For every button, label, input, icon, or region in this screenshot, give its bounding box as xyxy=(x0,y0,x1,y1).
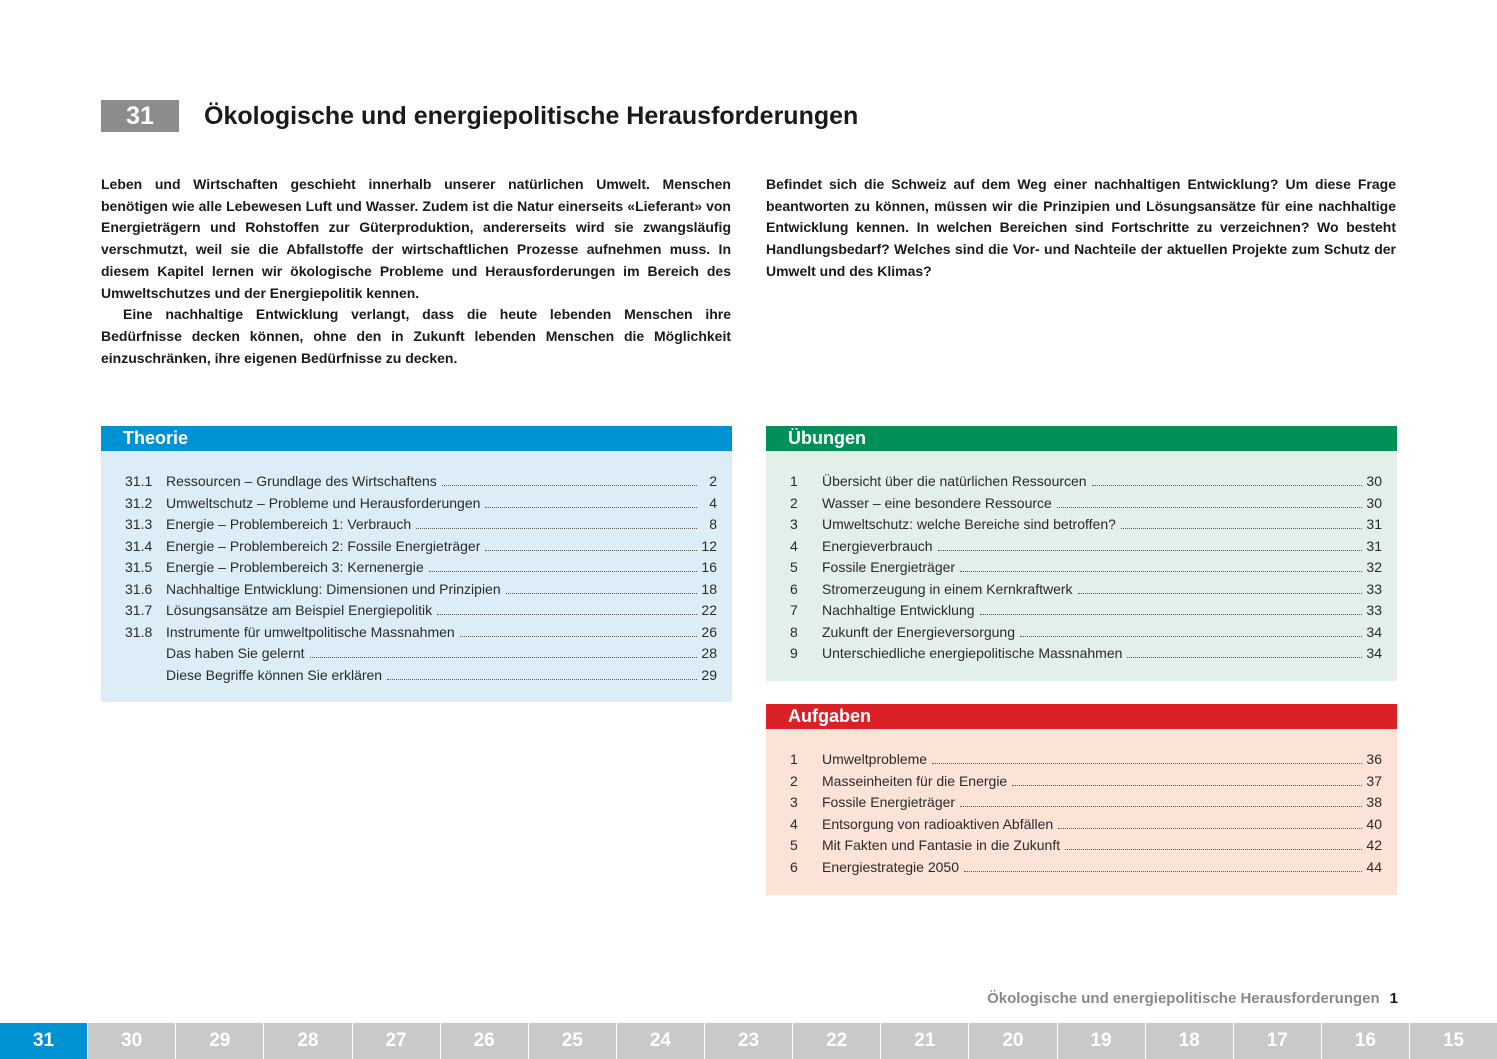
dot-leader xyxy=(485,507,697,508)
toc-entry-title: Umweltschutz: welche Bereiche sind betroffen? xyxy=(822,516,1116,532)
toc-entry-number: 6 xyxy=(790,858,798,875)
toc-entry-number: 7 xyxy=(790,602,798,618)
chapter-tab-29[interactable]: 29 xyxy=(175,1023,263,1059)
toc-entry-title: Energieverbrauch xyxy=(822,537,933,554)
toc-entry-title: Das haben Sie gelernt xyxy=(166,645,305,661)
toc-entry-page: 30 xyxy=(1366,494,1382,511)
chapter-tab-26[interactable]: 26 xyxy=(440,1023,528,1059)
intro-paragraph: Eine nachhaltige Entwicklung verlangt, dass die heute lebenden Menschen ihre Bedürfnisse decken können, ohne den in Zukunft lebenden Menschen die Möglichkeit einzuschränken, ihre eigenen Bedürfnisse zu decken. xyxy=(101,306,731,366)
toc-entry-page: 36 xyxy=(1366,751,1382,767)
toc-entry-page: 33 xyxy=(1366,602,1382,618)
toc-entry[interactable] xyxy=(790,536,1382,558)
dot-leader xyxy=(1065,849,1362,850)
toc-entry-number: 31.2 xyxy=(125,494,153,511)
toc-entry-page: 44 xyxy=(1366,858,1382,875)
toc-entry-title: Zukunft der Energieversorgung xyxy=(822,623,1015,640)
chapter-number-badge: 31 xyxy=(101,100,179,132)
toc-entry-page: 34 xyxy=(1366,623,1382,640)
toc-entry-page: 28 xyxy=(701,645,717,661)
toc-entry-number: 31.1 xyxy=(125,473,153,489)
toc-entry-number: 31.5 xyxy=(125,559,153,575)
chapter-tab-28[interactable]: 28 xyxy=(263,1023,351,1059)
toc-entry[interactable] xyxy=(790,622,1382,644)
toc-entry[interactable] xyxy=(125,665,717,687)
toc-entry[interactable] xyxy=(790,557,1382,579)
toc-entry[interactable] xyxy=(125,622,717,644)
dot-leader xyxy=(960,806,1362,807)
toc-entry-title: Energie – Problembereich 1: Verbrauch xyxy=(166,516,412,532)
chapter-tab-15[interactable]: 15 xyxy=(1409,1023,1497,1059)
toc-entry-title: Energie – Problembereich 2: Fossile Energieträger xyxy=(166,537,481,554)
dot-leader xyxy=(964,871,1362,872)
toc-entry[interactable] xyxy=(790,600,1382,622)
dot-leader xyxy=(1078,593,1362,594)
toc-entry-title: Wasser – eine besondere Ressource xyxy=(822,494,1052,511)
chapter-tab-18[interactable]: 18 xyxy=(1145,1023,1233,1059)
uebungen-toc xyxy=(766,426,1397,681)
toc-entry-title: Fossile Energieträger xyxy=(822,559,956,575)
toc-entry-number: 31.6 xyxy=(125,580,153,597)
aufgaben-toc xyxy=(766,704,1397,895)
toc-entry-number: 3 xyxy=(790,794,798,810)
toc-entry-page: 37 xyxy=(1366,772,1382,789)
running-footer xyxy=(987,990,1398,1007)
toc-entry[interactable] xyxy=(790,835,1382,857)
chapter-tab-30[interactable]: 30 xyxy=(87,1023,175,1059)
toc-entry-title: Instrumente für umweltpolitische Massnahmen xyxy=(166,623,455,640)
toc-entry[interactable] xyxy=(125,536,717,558)
toc-entry-number: 31.7 xyxy=(125,602,153,618)
dot-leader xyxy=(387,679,697,680)
toc-entry-page: 2 xyxy=(709,473,717,489)
toc-entry-page: 18 xyxy=(701,580,717,597)
toc-entry-number: 31.4 xyxy=(125,537,153,554)
toc-entry[interactable] xyxy=(790,857,1382,879)
dot-leader xyxy=(310,657,697,658)
toc-entry[interactable] xyxy=(790,814,1382,836)
toc-entry-number: 2 xyxy=(790,494,798,511)
toc-list xyxy=(766,729,1397,895)
chapter-header xyxy=(101,100,858,132)
toc-entry-page: 31 xyxy=(1366,516,1382,532)
chapter-tab-23[interactable]: 23 xyxy=(704,1023,792,1059)
intro-paragraph: Leben und Wirtschaften geschieht innerhalb unserer natürlichen Umwelt. Menschen benötigen wie alle Lebewesen Luft und Wasser. Zudem ist die Natur einerseits «Lieferant» von Energieträgern und Rohstoffen zur Güterproduktion, andererseits wird sie zwangsläufig verschmutzt, weil sie die Abfallstoffe der wirtschaftlichen Prozesse aufnehmen muss. In diesem Kapitel lernen wir ökologische Probleme und Herausforderungen im Bereich des Umweltschutzes und der Energiepolitik kennen. xyxy=(101,176,731,301)
dot-leader xyxy=(437,614,697,615)
dot-leader xyxy=(460,636,697,637)
toc-entry-title: Nachhaltige Entwicklung xyxy=(822,602,975,618)
toc-entry-page: 38 xyxy=(1366,794,1382,810)
toc-entry[interactable] xyxy=(790,643,1382,665)
toc-entry[interactable] xyxy=(125,579,717,601)
toc-entry-title: Ressourcen – Grundlage des Wirtschaftens xyxy=(166,473,437,489)
dot-leader xyxy=(429,571,697,572)
toc-entry-number: 5 xyxy=(790,559,798,575)
toc-entry-page: 40 xyxy=(1366,815,1382,832)
intro-left-column xyxy=(101,174,731,369)
intro-right-column xyxy=(766,174,1396,283)
toc-entry-title: Fossile Energieträger xyxy=(822,794,956,810)
toc-entry-title: Energie – Problembereich 3: Kernenergie xyxy=(166,559,424,575)
toc-entry-title: Mit Fakten und Fantasie in die Zukunft xyxy=(822,837,1061,853)
toc-entry[interactable] xyxy=(790,514,1382,536)
toc-entry-page: 29 xyxy=(701,666,717,683)
toc-entry-page: 16 xyxy=(701,559,717,575)
toc-entry[interactable] xyxy=(790,579,1382,601)
toc-entry-title: Umweltschutz – Probleme und Herausforderungen xyxy=(166,494,481,511)
page-number: 1 xyxy=(1389,990,1398,1007)
dot-leader xyxy=(980,614,1362,615)
toc-entry-page: 34 xyxy=(1366,645,1382,661)
dot-leader xyxy=(1121,528,1362,529)
toc-entry[interactable] xyxy=(790,493,1382,515)
chapter-tab-25[interactable]: 25 xyxy=(528,1023,616,1059)
toc-entry-page: 31 xyxy=(1366,537,1382,554)
chapter-tab-17[interactable]: 17 xyxy=(1233,1023,1321,1059)
toc-entry-title: Umweltprobleme xyxy=(822,751,928,767)
chapter-tab-22[interactable]: 22 xyxy=(792,1023,880,1059)
toc-heading: Übungen xyxy=(766,426,1397,451)
toc-entry-page: 32 xyxy=(1366,559,1382,575)
toc-entry-page: 8 xyxy=(709,516,717,532)
toc-entry-number: 31.8 xyxy=(125,623,153,640)
toc-list xyxy=(766,451,1397,681)
toc-entry-number: 1 xyxy=(790,751,798,767)
theorie-toc xyxy=(101,426,732,702)
toc-entry-page: 42 xyxy=(1366,837,1382,853)
toc-entry[interactable] xyxy=(125,471,717,493)
toc-entry-title: Masseinheiten für die Energie xyxy=(822,772,1008,789)
toc-entry-title: Energiestrategie 2050 xyxy=(822,858,959,875)
dot-leader xyxy=(1058,828,1362,829)
dot-leader xyxy=(1092,485,1362,486)
toc-entry-title: Entsorgung von radioaktiven Abfällen xyxy=(822,815,1054,832)
dot-leader xyxy=(932,763,1362,764)
toc-entry-number: 4 xyxy=(790,815,798,832)
chapter-tab-bar xyxy=(0,1023,1497,1059)
toc-entry-title: Unterschiedliche energiepolitische Massnahmen xyxy=(822,645,1123,661)
toc-entry-page: 4 xyxy=(709,494,717,511)
chapter-tab-27[interactable]: 27 xyxy=(352,1023,440,1059)
dot-leader xyxy=(960,571,1362,572)
dot-leader xyxy=(416,528,697,529)
chapter-tab-20[interactable]: 20 xyxy=(968,1023,1056,1059)
toc-entry[interactable] xyxy=(125,643,717,665)
toc-entry[interactable] xyxy=(790,771,1382,793)
toc-entry-number: 6 xyxy=(790,580,798,597)
toc-entry-page: 26 xyxy=(701,623,717,640)
dot-leader xyxy=(485,550,697,551)
chapter-tab-24[interactable]: 24 xyxy=(616,1023,704,1059)
toc-entry-title: Diese Begriffe können Sie erklären xyxy=(166,666,383,683)
chapter-tab-21[interactable]: 21 xyxy=(880,1023,968,1059)
toc-entry-page: 33 xyxy=(1366,580,1382,597)
page-title: Ökologische und energiepolitische Herausforderungen xyxy=(204,101,859,130)
running-title: Ökologische und energiepolitische Herausforderungen xyxy=(987,990,1380,1007)
dot-leader xyxy=(938,550,1362,551)
toc-entry-title: Nachhaltige Entwicklung: Dimensionen und Prinzipien xyxy=(166,580,501,597)
toc-entry-number: 2 xyxy=(790,772,798,789)
dot-leader xyxy=(1020,636,1362,637)
toc-entry[interactable] xyxy=(125,557,717,579)
toc-entry-number: 4 xyxy=(790,537,798,554)
intro-paragraph: Befindet sich die Schweiz auf dem Weg einer nachhaltigen Entwicklung? Um diese Frage beantworten zu können, müssen wir die Prinzipien und Lösungsansätze für eine nachhaltige Entwicklung kennen. In welchen Bereichen sind Fortschritte zu verzeichnen? Wo besteht Handlungsbedarf? Welches sind die Vor- und Nachteile der aktuellen Projekte zum Schutz der Umwelt und des Klimas? xyxy=(766,176,1396,279)
dot-leader xyxy=(442,485,697,486)
toc-heading: Theorie xyxy=(101,426,732,451)
toc-entry-title: Stromerzeugung in einem Kernkraftwerk xyxy=(822,580,1073,597)
chapter-tab-19[interactable]: 19 xyxy=(1057,1023,1145,1059)
toc-entry-number: 31.3 xyxy=(125,516,153,532)
toc-entry[interactable] xyxy=(790,471,1382,493)
toc-entry[interactable] xyxy=(790,749,1382,771)
toc-entry-number: 8 xyxy=(790,623,798,640)
dot-leader xyxy=(1127,657,1362,658)
toc-list xyxy=(101,451,732,702)
toc-entry-page: 12 xyxy=(701,537,717,554)
chapter-tab-16[interactable]: 16 xyxy=(1321,1023,1409,1059)
toc-entry-number: 5 xyxy=(790,837,798,853)
toc-entry[interactable] xyxy=(125,493,717,515)
toc-entry-page: 22 xyxy=(701,602,717,618)
dot-leader xyxy=(506,593,697,594)
toc-entry-title: Lösungsansätze am Beispiel Energiepolitik xyxy=(166,602,433,618)
toc-entry[interactable] xyxy=(125,514,717,536)
toc-entry-page: 30 xyxy=(1366,473,1382,489)
dot-leader xyxy=(1057,507,1362,508)
toc-entry-number: 3 xyxy=(790,516,798,532)
chapter-tab-31[interactable]: 31 xyxy=(0,1023,87,1059)
toc-entry-title: Übersicht über die natürlichen Ressourcen xyxy=(822,473,1087,489)
toc-entry-number: 9 xyxy=(790,645,798,661)
toc-entry-number: 1 xyxy=(790,473,798,489)
toc-heading: Aufgaben xyxy=(766,704,1397,729)
toc-entry[interactable] xyxy=(790,792,1382,814)
dot-leader xyxy=(1012,785,1362,786)
toc-entry[interactable] xyxy=(125,600,717,622)
